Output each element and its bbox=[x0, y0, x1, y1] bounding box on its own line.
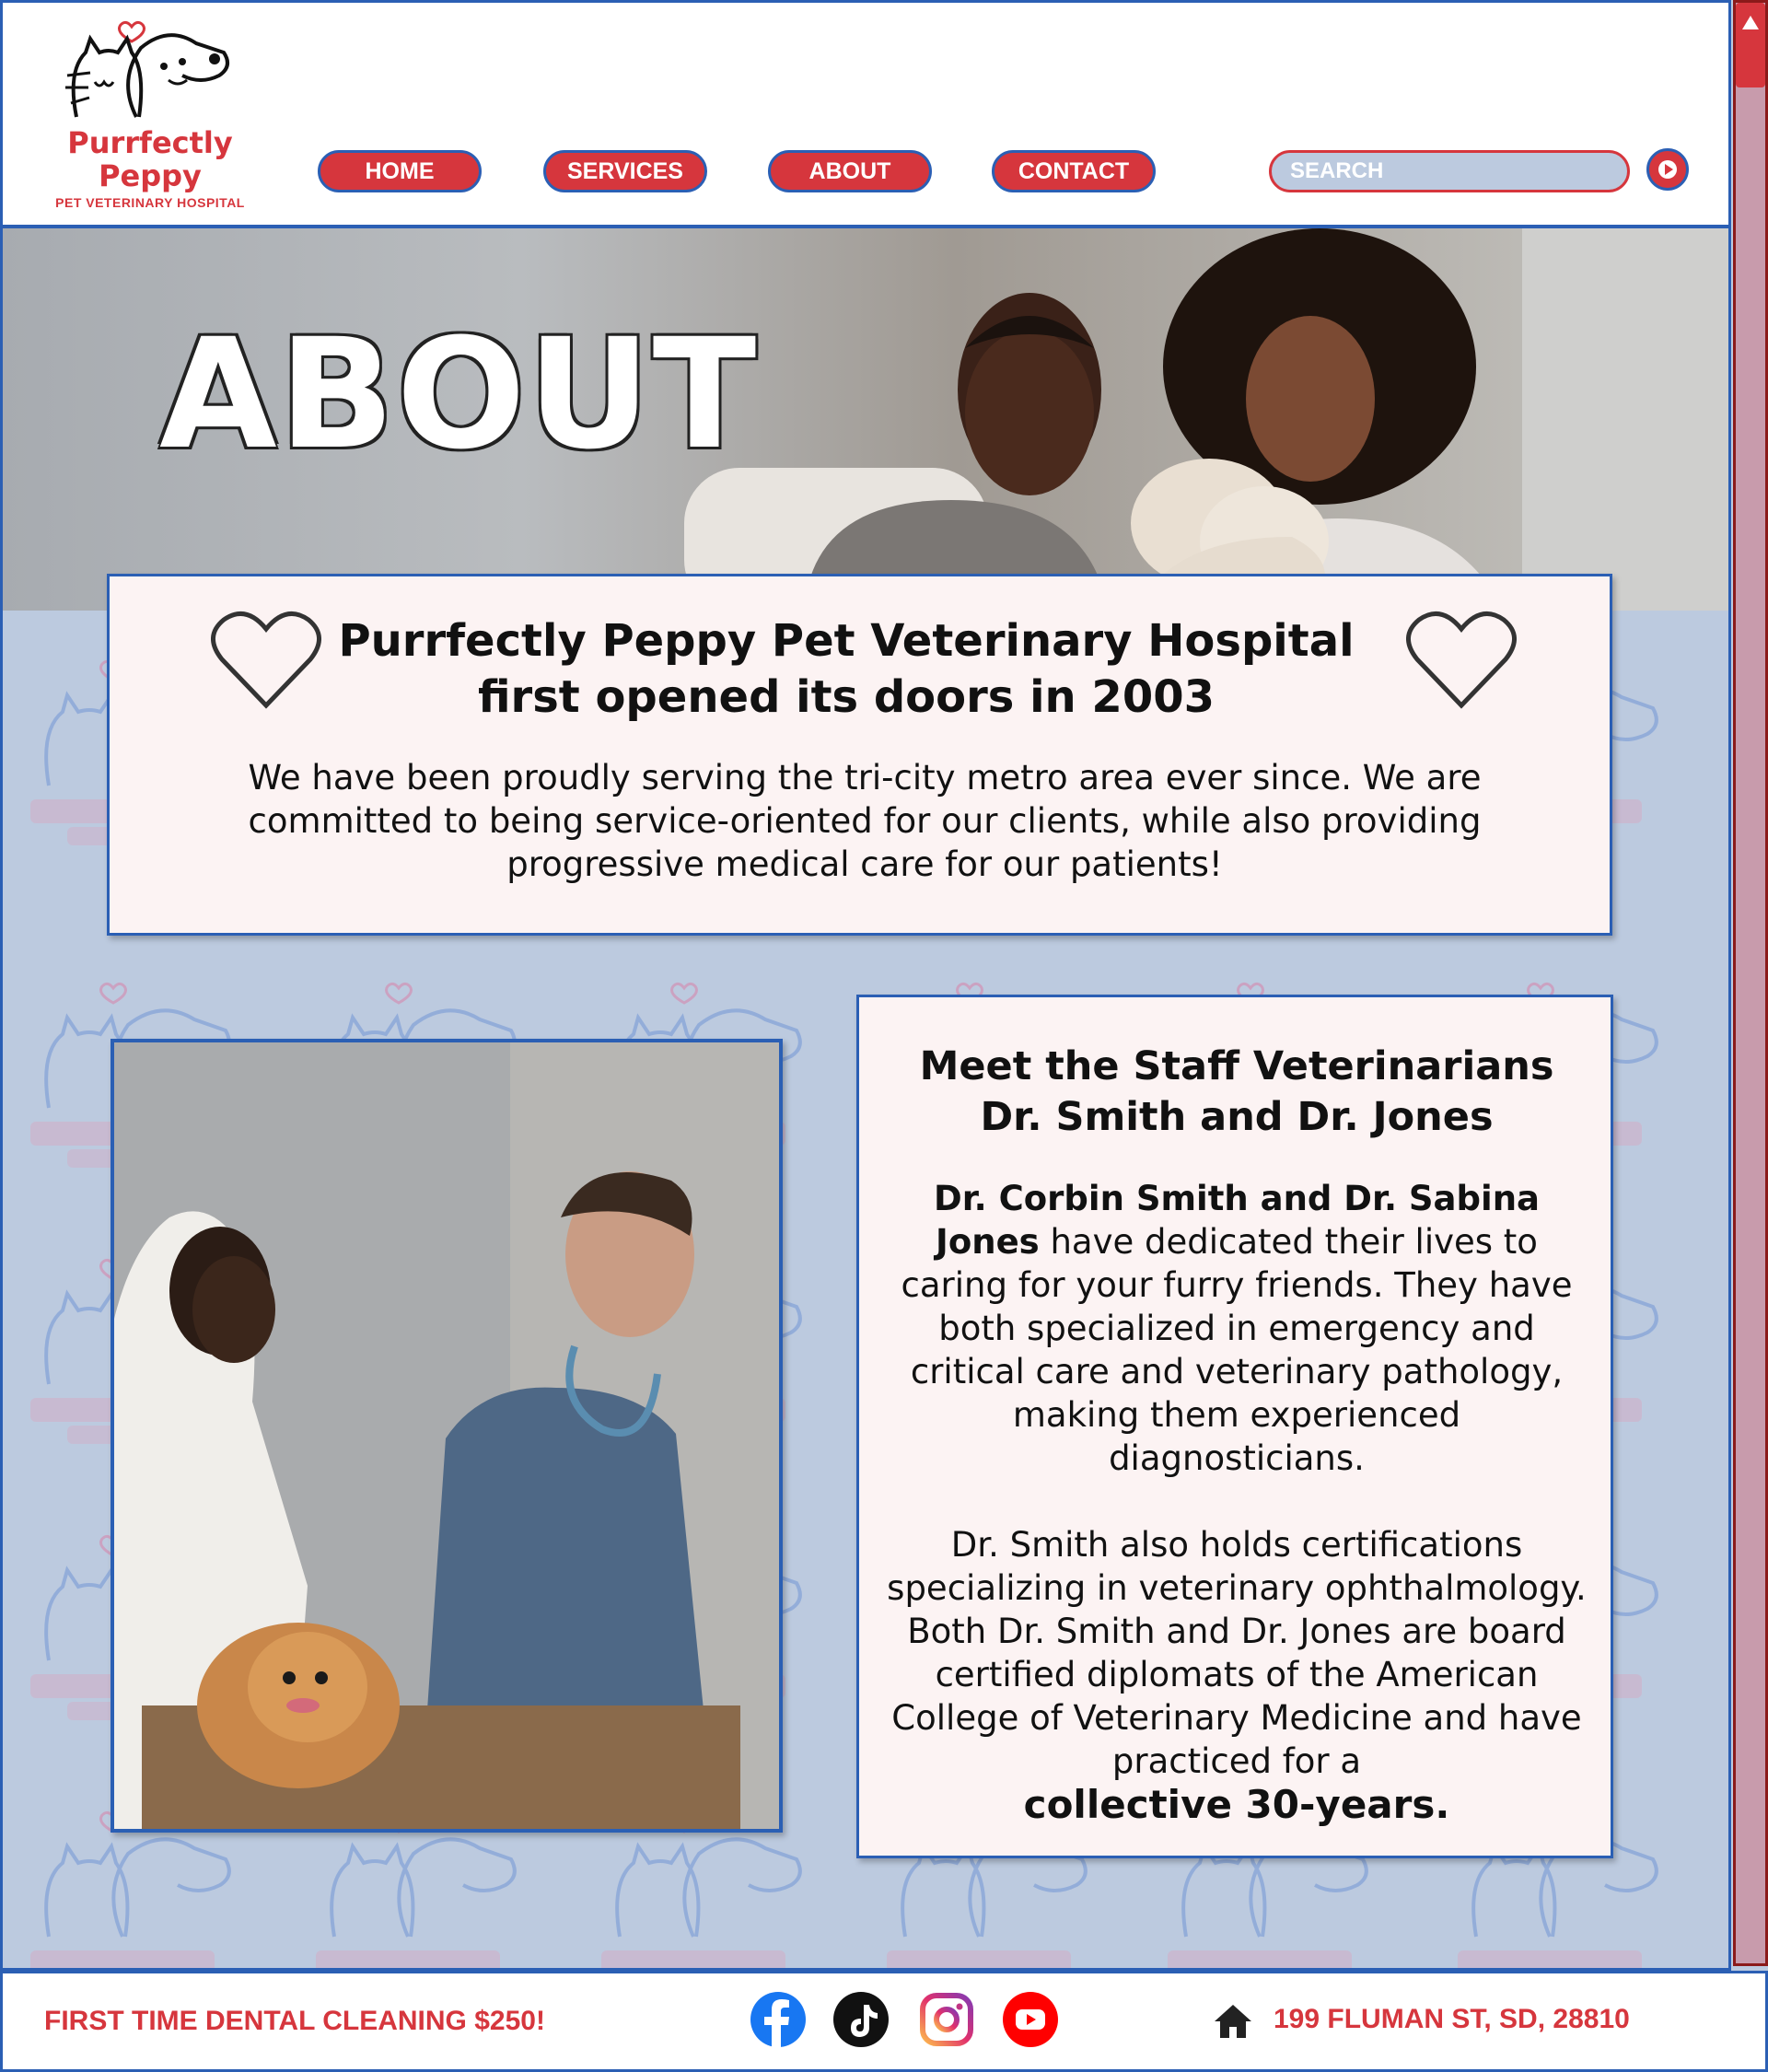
scroll-up-button[interactable] bbox=[1736, 3, 1765, 87]
intro-card bbox=[107, 574, 1612, 936]
staff-description bbox=[887, 1177, 1587, 1828]
site-logo[interactable] bbox=[40, 16, 261, 214]
heart-outline-icon bbox=[1406, 609, 1517, 710]
promo-text: FIRST TIME DENTAL CLEANING $250! bbox=[44, 2006, 545, 2036]
hero-banner bbox=[3, 228, 1731, 611]
staff-paragraph-1: have dedicated their lives to caring for your furry friends. They have both specialized in emergency and critical care and veterinary pathology, making them experienced diagnosticians. bbox=[901, 1222, 1573, 1478]
nav-about-button[interactable]: ABOUT bbox=[768, 150, 932, 192]
play-arrow-icon bbox=[1658, 159, 1678, 180]
search-input[interactable] bbox=[1272, 153, 1627, 190]
nav-services-button[interactable]: SERVICES bbox=[543, 150, 707, 192]
search-submit-button[interactable] bbox=[1646, 148, 1689, 191]
instagram-icon[interactable] bbox=[919, 1992, 974, 2047]
site-header bbox=[3, 3, 1731, 228]
vertical-scrollbar[interactable] bbox=[1733, 0, 1768, 1966]
site-footer bbox=[0, 1971, 1768, 2072]
address-text: 199 FLUMAN ST, SD, 28810 bbox=[1274, 2004, 1630, 2034]
staff-paragraph-2: Dr. Smith also holds certifications specializing in veterinary ophthalmology. Both Dr. Smith and Dr. Jones are board certified diplomats of the American College of Veterinary Medicine and have practiced for a bbox=[887, 1525, 1587, 1781]
home-icon bbox=[1214, 2003, 1252, 2040]
youtube-icon[interactable] bbox=[1003, 1992, 1058, 2047]
nav-contact-button[interactable]: CONTACT bbox=[992, 150, 1156, 192]
staff-names: Dr. Corbin Smith and Dr. Sabina Jones bbox=[933, 1179, 1540, 1262]
veterinarians-image bbox=[114, 1042, 779, 1829]
staff-heading: Meet the Staff Veterinarians Dr. Smith and Dr. Jones bbox=[919, 1043, 1554, 1140]
hero-title: ABOUT bbox=[159, 306, 759, 483]
logo-name: Purrfectly Peppy bbox=[67, 125, 233, 193]
staff-highlight: collective 30-years. bbox=[1023, 1782, 1450, 1827]
facebook-icon[interactable] bbox=[750, 1992, 806, 2047]
triangle-up-icon bbox=[1741, 14, 1760, 32]
staff-photo bbox=[110, 1039, 783, 1833]
heart-outline-icon bbox=[211, 609, 321, 710]
tiktok-icon[interactable] bbox=[833, 1992, 889, 2047]
nav-home-button[interactable]: HOME bbox=[318, 150, 482, 192]
staff-card bbox=[856, 995, 1613, 1858]
cat-dog-logo-icon bbox=[58, 16, 242, 126]
search-box bbox=[1269, 150, 1630, 192]
intro-paragraph: We have been proudly serving the tri-city metro area ever since. We are committed to being service-oriented for our clients, while also providing progressive medical care for our patients! bbox=[248, 758, 1482, 884]
logo-subtitle: PET VETERINARY HOSPITAL bbox=[55, 195, 245, 210]
intro-heading: Purrfectly Peppy Pet Veterinary Hospital first opened its doors in 2003 bbox=[338, 615, 1355, 723]
